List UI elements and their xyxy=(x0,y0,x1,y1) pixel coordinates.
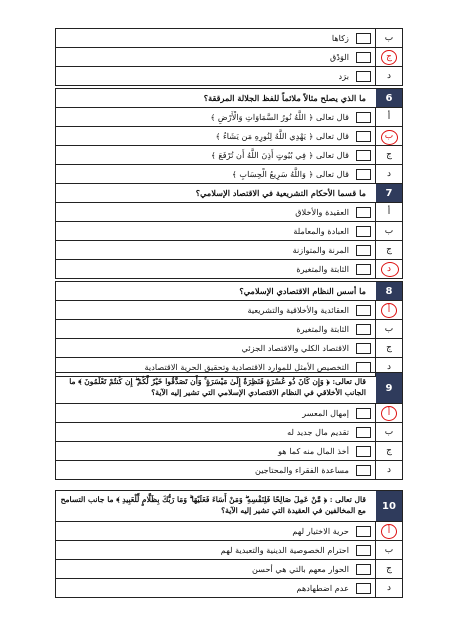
answer-checkbox[interactable] xyxy=(356,169,371,180)
option-row xyxy=(56,442,402,461)
option-text: العبادة والمعاملة xyxy=(293,226,349,236)
answer-circle-mark xyxy=(381,524,397,539)
question-number: 9 xyxy=(376,373,402,403)
option-text: مساعدة الفقراء والمحتاجين xyxy=(254,465,349,475)
option-letter: ب xyxy=(375,127,402,145)
option-letter: ب xyxy=(375,541,402,559)
answer-checkbox[interactable] xyxy=(356,324,371,335)
option-text: قال تعالى ﴿ وَاللَّهُ سَرِيعُ الْحِسَابِ ﴾ xyxy=(231,169,349,179)
question-6-block xyxy=(55,88,403,184)
option-text: عدم اضطهادهم xyxy=(296,583,349,593)
option-row xyxy=(56,29,402,48)
option-text: قال تعالى ﴿ اللَّهُ نُورُ السَّمَاوَاتِ وَالْأَرْضِ ﴾ xyxy=(210,112,349,122)
option-row xyxy=(56,260,402,278)
option-text: برَد xyxy=(338,71,349,81)
option-letter: د xyxy=(375,67,402,85)
option-letter: د xyxy=(375,461,402,479)
answer-circle-mark xyxy=(381,406,397,421)
question-number: 7 xyxy=(376,184,402,202)
option-text: الحوار معهم بالتي هي أحسن xyxy=(251,564,349,574)
question-header xyxy=(56,89,402,108)
option-row xyxy=(56,48,402,67)
option-letter: ب xyxy=(375,29,402,47)
answer-circle-mark xyxy=(381,262,399,277)
option-letter: ب xyxy=(375,222,402,240)
option-row xyxy=(56,423,402,442)
answer-checkbox[interactable] xyxy=(356,446,371,457)
answer-circle-mark xyxy=(381,130,398,145)
option-text: الاقتصاد الكلي والاقتصاد الجزئي xyxy=(241,343,349,353)
option-text: الثابتة والمتغيرة xyxy=(296,324,349,334)
option-row xyxy=(56,522,402,541)
question-8-block xyxy=(55,281,403,377)
option-row xyxy=(56,541,402,560)
question-header xyxy=(56,282,402,301)
option-text: زكاها xyxy=(331,33,349,43)
answer-checkbox[interactable] xyxy=(356,343,371,354)
option-letter: ب xyxy=(375,320,402,338)
option-text: العقائدية والأخلاقية والتشريعية xyxy=(247,305,349,315)
option-letter: ج xyxy=(375,241,402,259)
option-text: حرية الاختيار لهم xyxy=(292,526,349,536)
option-row xyxy=(56,127,402,146)
question-text: ما الذي يصلح مثالاً ملائماً للفظ الجلالة المرققة؟ xyxy=(203,93,366,103)
option-row xyxy=(56,241,402,260)
answer-checkbox[interactable] xyxy=(356,131,371,142)
option-row xyxy=(56,320,402,339)
option-letter: د xyxy=(375,260,402,278)
option-text: قال تعالى ﴿ يَهْدِي اللَّهُ لِنُورِهِ مَن يَشَاءُ ﴾ xyxy=(215,131,349,141)
question-header xyxy=(56,373,402,404)
question-text: قال تعالى : ﴿ مَّنْ عَمِلَ صَالِحًا فَلِنَفْسِهِ ۖ وَمَنْ أَسَاءَ فَعَلَيْهَا ۗ وَمَا رَبُّكَ بِظَلَّامٍ لِّلْعَبِيدِ ﴾ ما جانب التسامح مع المخالفين في العقيدة التي تشير إليه الآية؟ xyxy=(60,495,366,515)
option-row xyxy=(56,203,402,222)
option-letter: أ xyxy=(375,203,402,221)
option-row xyxy=(56,339,402,358)
option-letter: ج xyxy=(375,339,402,357)
answer-checkbox[interactable] xyxy=(356,207,371,218)
answer-checkbox[interactable] xyxy=(356,226,371,237)
option-text: إمهال المعسر xyxy=(302,408,349,418)
option-row xyxy=(56,301,402,320)
answer-checkbox[interactable] xyxy=(356,150,371,161)
option-text: الثابتة والمتغيرة xyxy=(296,264,349,274)
question-text: ما أسس النظام الاقتصادي الإسلامي؟ xyxy=(239,286,366,296)
question-header xyxy=(56,491,402,522)
option-letter: ج xyxy=(375,146,402,164)
option-letter: ب xyxy=(375,423,402,441)
option-letter: ج xyxy=(375,442,402,460)
question-10-block xyxy=(55,490,403,598)
answer-checkbox[interactable] xyxy=(356,33,371,44)
option-row xyxy=(56,579,402,597)
option-letter: د xyxy=(375,358,402,376)
option-row xyxy=(56,108,402,127)
option-text: تقديم مال جديد له xyxy=(287,427,349,437)
option-text: المرنة والمتوازنة xyxy=(292,245,349,255)
question-text: ما قسما الأحكام التشريعية في الاقتصاد الإسلامي؟ xyxy=(195,188,366,198)
question-header xyxy=(56,184,402,203)
answer-checkbox[interactable] xyxy=(356,526,371,537)
option-letter: أ xyxy=(375,522,402,540)
question-9-block xyxy=(55,372,403,480)
option-letter: ج xyxy=(375,48,402,66)
option-row xyxy=(56,67,402,85)
option-text: أخذ المال منه كما هو xyxy=(278,446,349,456)
question-5-block xyxy=(55,28,403,86)
option-row xyxy=(56,560,402,579)
answer-checkbox[interactable] xyxy=(356,427,371,438)
answer-checkbox[interactable] xyxy=(356,408,371,419)
option-text: التخصيص الأمثل للموارد الاقتصادية وتحقيق الحرية الاقتصادية xyxy=(144,362,349,372)
answer-checkbox[interactable] xyxy=(356,112,371,123)
option-row xyxy=(56,165,402,183)
answer-checkbox[interactable] xyxy=(356,583,371,594)
option-text: احترام الخصوصية الدينية والتعبدية لهم xyxy=(220,545,349,555)
question-number: 6 xyxy=(376,89,402,107)
option-row xyxy=(56,461,402,479)
answer-checkbox[interactable] xyxy=(356,264,371,275)
answer-checkbox[interactable] xyxy=(356,545,371,556)
option-letter: د xyxy=(375,579,402,597)
option-row xyxy=(56,404,402,423)
option-letter: ج xyxy=(375,560,402,578)
answer-circle-mark xyxy=(381,50,397,65)
option-text: الوَدْق xyxy=(330,52,349,62)
question-number: 8 xyxy=(376,282,402,300)
option-row xyxy=(56,222,402,241)
question-number: 10 xyxy=(376,491,402,521)
option-letter: د xyxy=(375,165,402,183)
question-7-block xyxy=(55,183,403,279)
question-text: قال تعالى: ﴿ وَإِن كَانَ ذُو عُسْرَةٍ فَنَظِرَةٌ إِلَىٰ مَيْسَرَةٍ ۚ وَأَن تَصَدَّقُوا خَيْرٌ لَّكُمْ ۖ إِن كُنتُمْ تَعْلَمُونَ ﴾ ما الجانب الأخلاقي في النظام الاقتصادي الإسلامي التي تشير إليه الآية؟ xyxy=(69,377,366,397)
option-letter: أ xyxy=(375,301,402,319)
option-row xyxy=(56,146,402,165)
answer-checkbox[interactable] xyxy=(356,465,371,476)
answer-checkbox[interactable] xyxy=(356,52,371,63)
answer-circle-mark xyxy=(381,303,397,318)
option-letter: أ xyxy=(375,108,402,126)
option-text: العقيدة والأخلاق xyxy=(295,207,349,217)
option-text: قال تعالى ﴿ فِي بُيُوتٍ أَذِنَ اللَّهُ أَن تُرْفَعَ ﴾ xyxy=(210,150,349,160)
answer-checkbox[interactable] xyxy=(356,305,371,316)
answer-checkbox[interactable] xyxy=(356,71,371,82)
option-letter: أ xyxy=(375,404,402,422)
answer-checkbox[interactable] xyxy=(356,564,371,575)
answer-checkbox[interactable] xyxy=(356,245,371,256)
